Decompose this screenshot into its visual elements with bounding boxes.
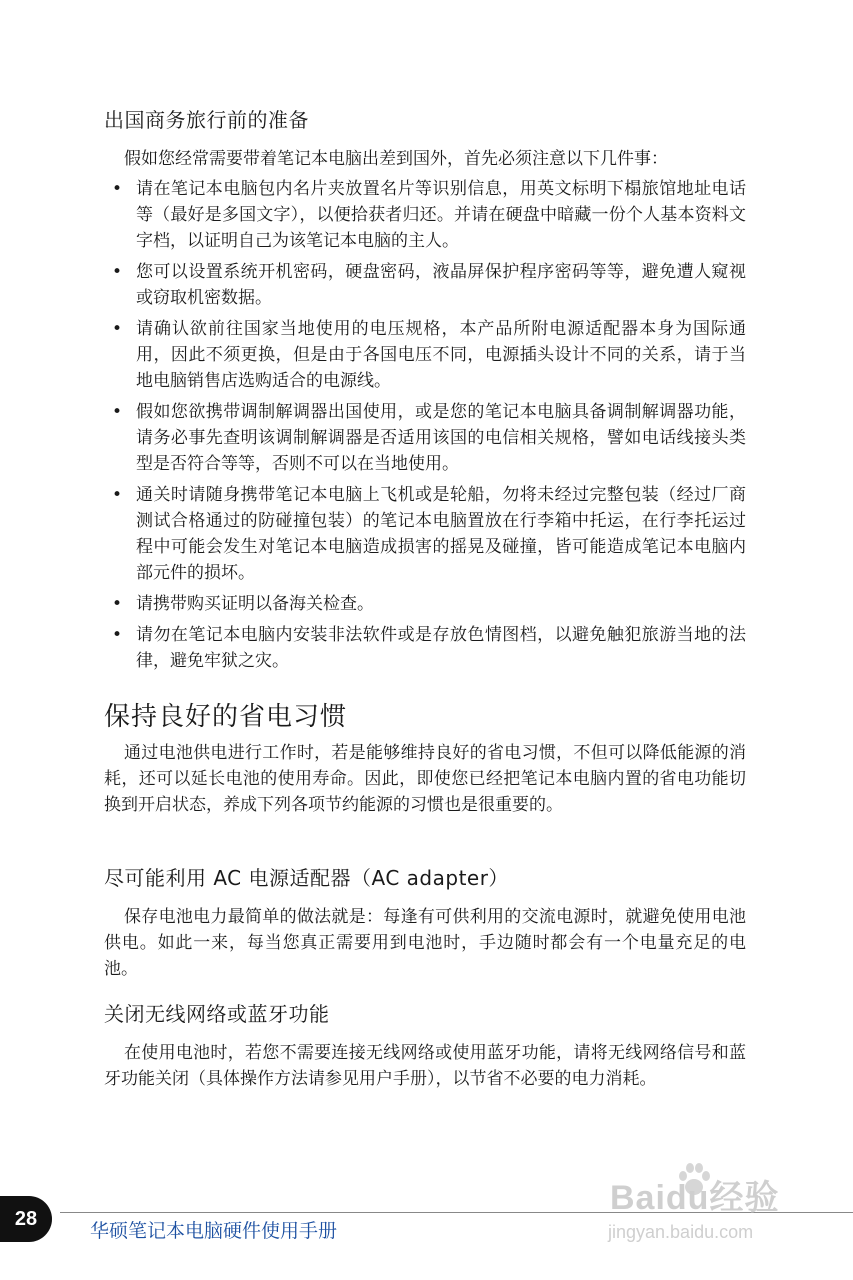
list-item [104,591,746,617]
travel-checklist [104,176,746,679]
list-item [104,399,746,477]
travel-intro: 假如您经常需要带着笔记本电脑出差到国外，首先必须注意以下几件事： [124,149,668,169]
bullet-icon: • [112,319,123,339]
bullet-icon: • [112,485,123,505]
page-number-badge: 28 [0,1196,52,1242]
list-item [104,176,746,254]
bullet-icon: • [112,179,123,199]
manual-title: 华硕笔记本电脑硬件使用手册 [90,1220,338,1242]
list-item [104,482,746,586]
list-item-text: 通关时请随身携带笔记本电脑上飞机或是轮船，勿将未经过完整包装（经过厂商测试合格通过的防碰撞包装）的笔记本电脑置放在行李箱中托运，在行李托运过程中可能会发生对笔记本电脑造成损害的摇晃及碰撞，皆可能造成笔记本电脑内部元件的损坏。 [136,485,746,583]
list-item-text: 请在笔记本电脑包内名片夹放置名片等识别信息，用英文标明下榻旅馆地址电话等（最好是多国文字），以便拾获者归还。并请在硬盘中暗藏一份个人基本资料文字档，以证明自己为该笔记本电脑的主人。 [136,179,746,251]
baidu-watermark [598,1158,828,1258]
list-item-text: 请确认欲前往国家当地使用的电压规格，本产品所附电源适配器本身为国际通用，因此不须更换，但是由于各国电压不同，电源插头设计不同的关系，请于当地电脑销售店选购适合的电源线。 [136,319,746,391]
list-item-text: 假如您欲携带调制解调器出国使用，或是您的笔记本电脑具备调制解调器功能，请务必事先查明该调制解调器是否适用该国的电信相关规格，譬如电话线接头类型是否符合等等，否则不可以在当地使用。 [136,402,746,474]
bullet-icon: • [112,625,123,645]
power-saving-body: 通过电池供电进行工作时，若是能够维持良好的省电习惯，不但可以降低能源的消耗，还可以延长电池的使用寿命。因此，即使您已经把笔记本电脑内置的省电功能切换到开启状态，养成下列各项节约能源的习惯也是很重要的。 [104,743,746,815]
list-item-text: 请勿在笔记本电脑内安装非法软件或是存放色情图档，以避免触犯旅游当地的法律，避免牢狱之灾。 [136,625,746,671]
ac-adapter-body: 保存电池电力最简单的做法就是：每逢有可供利用的交流电源时，就避免使用电池供电。如此一来，每当您真正需要用到电池时，手边随时都会有一个电量充足的电池。 [104,907,746,979]
list-item-text: 您可以设置系统开机密码，硬盘密码，液晶屏保护程序密码等等，避免遭人窥视或窃取机密数据。 [136,262,746,308]
section-title-ac-adapter: 尽可能利用 AC 电源适配器（AC adapter） [104,866,509,890]
bullet-icon: • [112,262,123,282]
wireless-body: 在使用电池时，若您不需要连接无线网络或使用蓝牙功能，请将无线网络信号和蓝牙功能关闭（具体操作方法请参见用户手册），以节省不必要的电力消耗。 [104,1043,746,1089]
watermark-logo-text: Baidu经验 [610,1179,780,1217]
watermark-url: jingyan.baidu.com [608,1222,754,1242]
list-item-text: 请携带购买证明以备海关检查。 [136,594,374,614]
section-title-travel-prep: 出国商务旅行前的准备 [104,108,309,132]
list-item [104,316,746,394]
list-item [104,622,746,674]
section-title-wireless: 关闭无线网络或蓝牙功能 [104,1002,330,1026]
bullet-icon: • [112,402,123,422]
section-title-power-saving: 保持良好的省电习惯 [104,702,348,732]
bullet-icon: • [112,594,123,614]
list-item [104,259,746,311]
